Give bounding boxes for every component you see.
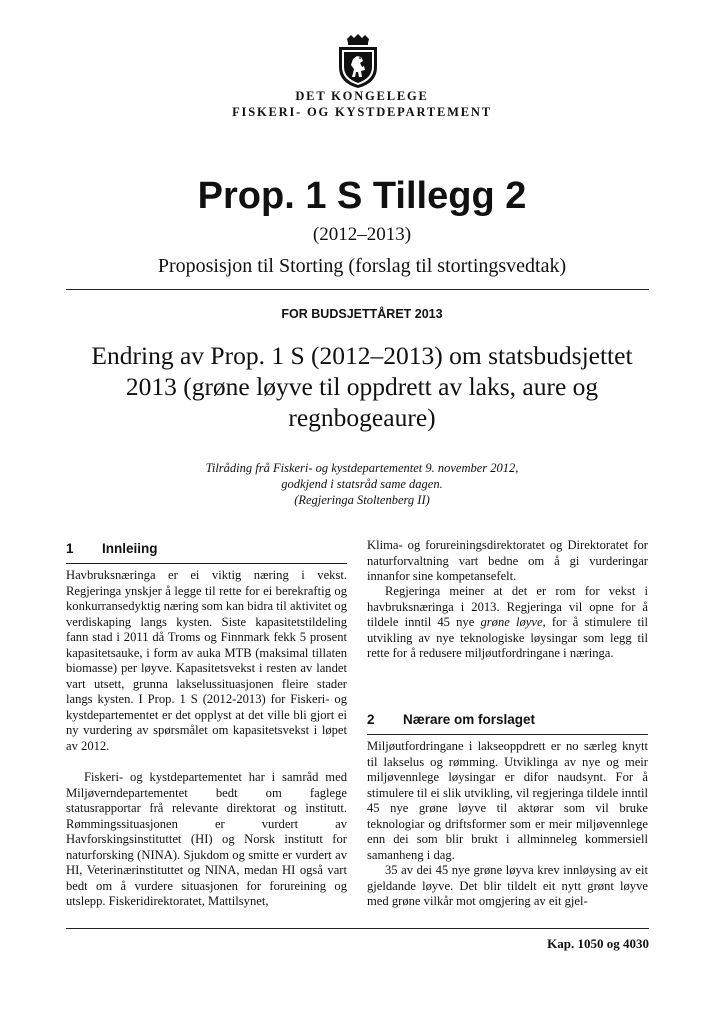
advice-line-1: Tilråding frå Fiskeri- og kystdepartementet 9. november 2012, (205, 461, 519, 475)
section-2-heading (367, 712, 535, 727)
document-years: (2012–2013) (312, 224, 412, 245)
document-heading (0, 340, 724, 433)
section-2-paragraph-1: Miljøutfordringane i lakseoppdrett er no særleg knytt til lakselus og rømming. Utviklinga av nye og meir miljøvennlege løysingar er difor naudsynt. For å stimulere til ei slik utvikling, vil regjeringa tildele inntil 45 nye grøne løyve til aktørar som vil bruke teknologiar og driftsformer som er meir miljøvennlege enn dei som blir brukt i allminneleg kommersiell samanheng i dag. (367, 739, 648, 862)
budget-year-label: FOR BUDSJETTÅRET 2013 (281, 307, 443, 321)
section-1-heading (66, 541, 158, 556)
section-2-number: 2 (367, 712, 375, 727)
section-1-paragraph-2: Fiskeri- og kystdepartementet har i samråd med Miljøverndepartementet bedt om faglege statusrapportar frå relevante direktorat og institutt. Rømmingssituasjonen er vurdert av Havforskingsinstituttet (HI) og Norsk institutt for naturforsking (NINA). Sjukdom og smitte er vurdert av HI, Veterinærinstituttet og NINA, medan HI også vart bedt om å vurdere situasjonen for forureining og utslepp. Fiskeridirektoratet, Mattilsynet, (66, 770, 347, 908)
top-divider (66, 289, 649, 290)
section-1-paragraph-3: Klima- og forureiningsdirektoratet og Direktoratet for naturforvaltning vart bedne om å gi vurderingar innanfor sine kompetansefelt. (367, 538, 648, 583)
advice-line-3: (Regjeringa Stoltenberg II) (294, 493, 430, 507)
bottom-divider (66, 928, 649, 929)
paragraph-4-end: , for å stimulere til utvikling av nye teknologiske løysingar som legg til rette for å redusere miljøutfordringane i næringa. (367, 615, 648, 660)
section-1-number: 1 (66, 541, 74, 556)
department-name-line1: DET KONGELEGE (295, 89, 429, 103)
heading-line-3: regnbogeaure) (288, 403, 436, 432)
section-1-divider (66, 563, 347, 564)
section-2-title: Nærare om forslaget (403, 712, 536, 727)
advice-line-2: godkjend i statsråd same dagen. (281, 477, 443, 491)
recommendation-note (0, 460, 724, 508)
section-1-paragraph-4 (367, 584, 648, 662)
green-licence-emphasis: grøne løyve (480, 615, 543, 629)
heading-line-2: 2013 (grøne løyve til oppdrett av laks, aure og (125, 372, 599, 401)
paragraph-4-start: Regjeringa meiner at det er rom for vekst i havbruksnæringa i 2013. Regjeringa vil opne for å tildele inntil 45 nye (367, 584, 648, 629)
document-subtitle: Proposisjon til Storting (forslag til stortingsvedtak) (157, 255, 567, 277)
document-title: Prop. 1 S Tillegg 2 (197, 175, 527, 217)
section-1-title: Innleiing (102, 541, 158, 556)
chapter-reference: Kap. 1050 og 4030 (547, 936, 649, 951)
coat-of-arms-lion-icon (333, 33, 383, 89)
department-name-line2: FISKERI- OG KYSTDEPARTEMENT (232, 105, 492, 119)
heading-line-1: Endring av Prop. 1 S (2012–2013) om statsbudsjettet (91, 341, 633, 370)
section-2-divider (367, 734, 648, 735)
section-2-paragraph-2: 35 av dei 45 nye grøne løyva krev innløysing av eit gjeldande løyve. Det blir tildelt eit nytt grønt løyve med grøne vilkår mot omgjering av eit gjel- (367, 863, 648, 908)
section-1-paragraph-1: Havbruksnæringa er ei viktig næring i vekst. Regjeringa ynskjer å legge til rette for ei berekraftig og konkurransedyktig næring som kan bidra til aktivitet og verdiskaping langs kysten. Siste kapasitetstildeling fann stad i 2011 då Troms og Finnmark fekk 5 prosent kapasitetsauke, i form av auka MTB (maksimal tillaten biomasse) per løyve. Kapasitetsvekst i resten av landet vart utsett, grunna lakselussituasjonen fleire stader langs kysten. I Prop. 1 S (2012-2013) for Fiskeri- og kystdepartementet er det opplyst at det ville bli gjort ei ny vurdering av spørsmålet om kapasitetsvekst i løpet av 2012. (66, 568, 347, 753)
